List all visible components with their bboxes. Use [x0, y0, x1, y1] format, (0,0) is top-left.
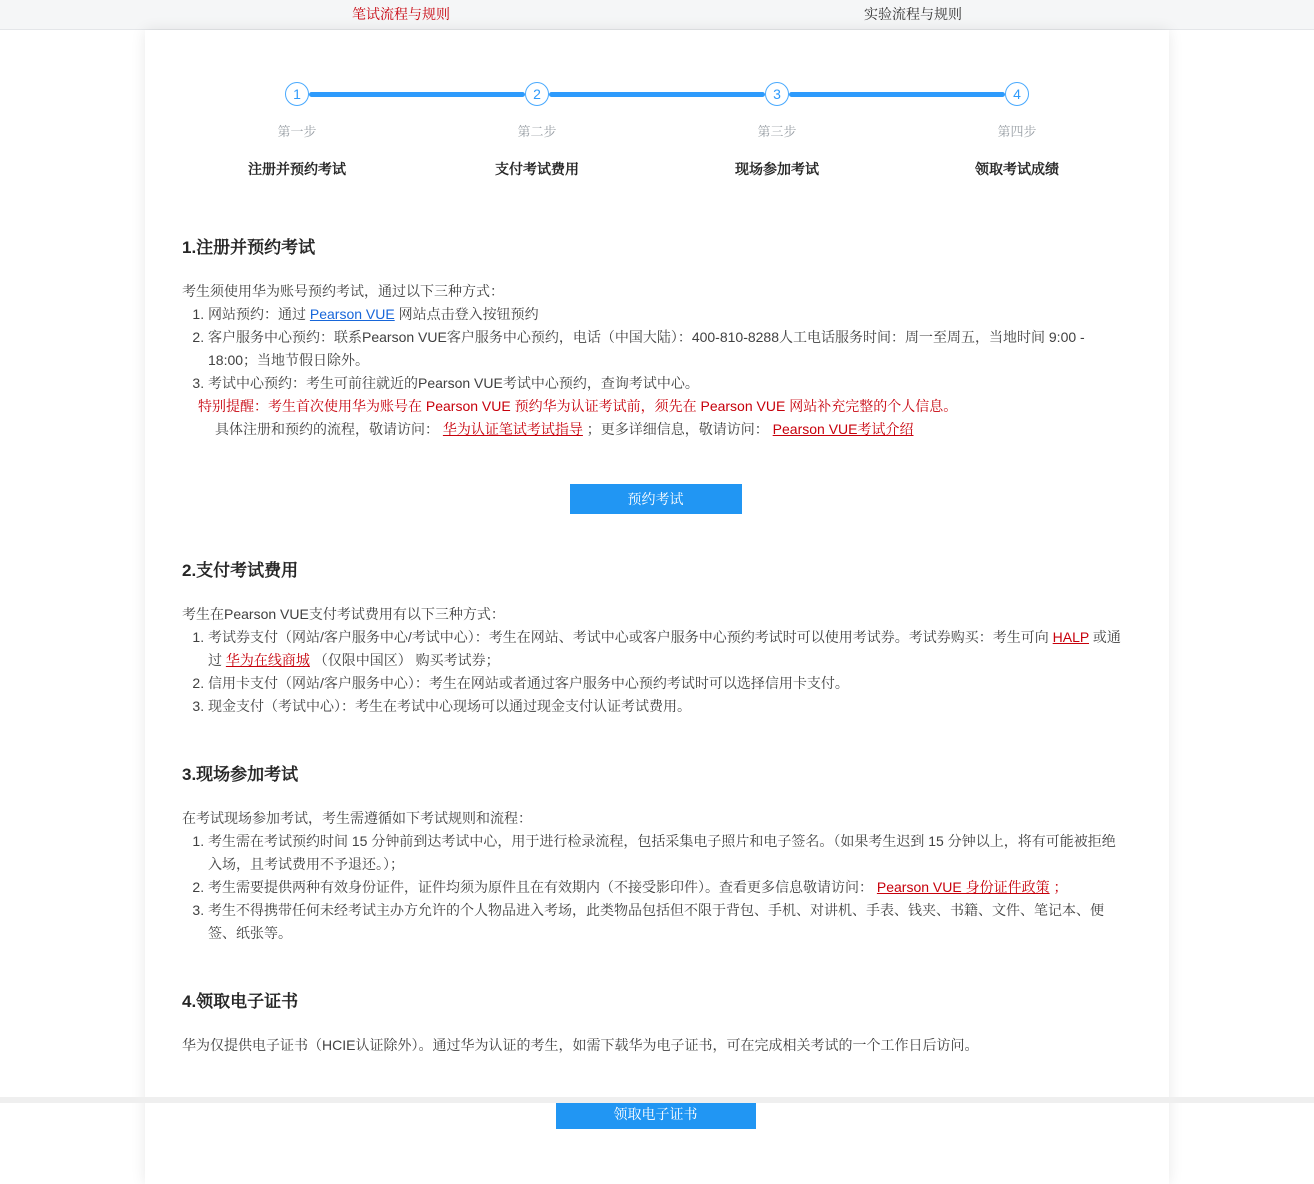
list-item — [208, 876, 1129, 899]
list-item-text: 网站预约：通过 — [208, 306, 310, 322]
step-1-sublabel: 第一步 — [277, 124, 317, 139]
pearson-vue-link[interactable]: Pearson VUE — [309, 306, 395, 322]
list-item — [208, 899, 1129, 945]
step-4-sublabel: 第四步 — [997, 124, 1037, 139]
registration-guide-line — [215, 418, 1129, 441]
list-item-text: （仅限中国区） 购买考试券； — [309, 652, 500, 668]
list-item-text: 考生不得携带任何未经考试主办方允许的个人物品进入考场，此类物品包括但不限于背包、手机、对讲机、手表、钱夹、书籍、文件、笔记本、便签、纸张等。 — [208, 902, 1104, 941]
step-3-title: 现场参加考试 — [735, 161, 819, 177]
step-2-sublabel: 第二步 — [517, 124, 557, 139]
stepper-step-4 — [897, 82, 1137, 179]
list-item-text: 现金支付（考试中心）：考生在考试中心现场可以通过现金支付认证考试费用。 — [208, 698, 691, 714]
special-reminder-text: 特别提醒：考生首次使用华为账号在 Pearson VUE 预约华为认证考试前，须先在 Pearson VUE 网站补充完整的个人信息。 — [198, 398, 958, 414]
tab-lab-exam-rules[interactable]: 实验流程与规则 — [864, 6, 962, 22]
list-item — [208, 672, 1129, 695]
list-item-text: 考生需要提供两种有效身份证件，证件均须为原件且在有效期内（不接受影印件）。查看更多信息敬请访问： — [208, 879, 877, 895]
top-tab-bar-inner — [145, 0, 1169, 29]
list-item — [208, 326, 1129, 372]
step-4-circle: 4 — [1005, 82, 1029, 106]
list-item-text: 或通过 — [208, 629, 1121, 668]
visit-text: ；更多详细信息，敬请访问： — [582, 421, 773, 437]
step-2-circle: 2 — [525, 82, 549, 106]
section-2-list — [182, 626, 1129, 718]
content-card — [145, 30, 1169, 1184]
visit-text: 具体注册和预约的流程，敬请访问： — [215, 421, 443, 437]
section-2-heading: 2.支付考试费用 — [182, 561, 299, 580]
list-item-text: 信用卡支付（网站/客户服务中心）：考生在网站或者通过客户服务中心预约考试时可以选择信用卡支付。 — [208, 675, 849, 691]
get-ecertificate-button[interactable]: 领取电子证书 — [556, 1099, 756, 1129]
list-item — [208, 303, 1129, 326]
section-1-intro: 考生须使用华为账号预约考试，通过以下三种方式： — [182, 283, 504, 299]
list-item-text: ； — [1049, 879, 1068, 895]
step-3-sublabel: 第三步 — [757, 124, 797, 139]
step-1-circle: 1 — [285, 82, 309, 106]
step-2-title: 支付考试费用 — [495, 161, 579, 177]
section-2-intro: 考生在Pearson VUE支付考试费用有以下三种方式： — [182, 606, 505, 622]
huawei-written-exam-guide-link[interactable]: 华为认证笔试考试指导 — [442, 421, 583, 437]
section-1-list — [182, 303, 1129, 395]
section-3-intro: 在考试现场参加考试，考生需遵循如下考试规则和流程： — [182, 810, 532, 826]
tab-written-exam-rules[interactable]: 笔试流程与规则 — [352, 6, 450, 22]
pearson-vue-id-policy-link[interactable]: Pearson VUE 身份证件政策 — [876, 879, 1050, 895]
step-4-title: 领取考试成绩 — [975, 161, 1059, 177]
list-item — [208, 830, 1129, 876]
huawei-online-store-link[interactable]: 华为在线商城 — [225, 652, 310, 668]
section-3-list — [182, 830, 1129, 945]
section-4-text: 华为仅提供电子证书（HCIE认证除外）。通过华为认证的考生，如需下载华为电子证书，可在完成相关考试的一个工作日后访问。 — [182, 1037, 979, 1053]
list-item-text: 考试券支付（网站/客户服务中心/考试中心）：考生在网站、考试中心或客户服务中心预约考试时可以使用考试券。考试券购买：考生可向 — [208, 629, 1053, 645]
section-4-heading: 4.领取电子证书 — [182, 992, 299, 1011]
sections-container — [145, 236, 1169, 1129]
halp-link[interactable]: HALP — [1052, 629, 1089, 645]
list-item-text: 客户服务中心预约：联系Pearson VUE客户服务中心预约，电话（中国大陆）：400-810-8288人工电话服务时间：周一至周五，当地时间 9:00 - 18:00；当地节假日除外。 — [208, 329, 1085, 368]
step-1-title: 注册并预约考试 — [248, 161, 346, 177]
section-1-heading: 1.注册并预约考试 — [182, 238, 316, 257]
list-item — [208, 626, 1129, 672]
pearson-vue-exam-intro-link[interactable]: Pearson VUE考试介绍 — [772, 421, 914, 437]
list-item-text: 网站点击登入按钮预约 — [394, 306, 539, 322]
step-3-circle: 3 — [765, 82, 789, 106]
list-item — [208, 372, 1129, 395]
list-item-text: 考生需在考试预约时间 15 分钟前到达考试中心，用于进行检录流程，包括采集电子照片和电子签名。（如果考生迟到 15 分钟以上，将有可能被拒绝入场，且考试费用不予退还。）； — [208, 833, 1116, 872]
list-item-text: 考试中心预约：考生可前往就近的Pearson VUE考试中心预约，查询考试中心。 — [208, 375, 699, 391]
progress-stepper — [177, 30, 1137, 179]
section-3-heading: 3.现场参加考试 — [182, 765, 299, 784]
top-tab-bar — [0, 0, 1314, 30]
page-bottom-strip — [0, 1097, 1314, 1103]
book-exam-button[interactable]: 预约考试 — [570, 484, 742, 514]
list-item — [208, 695, 1129, 718]
